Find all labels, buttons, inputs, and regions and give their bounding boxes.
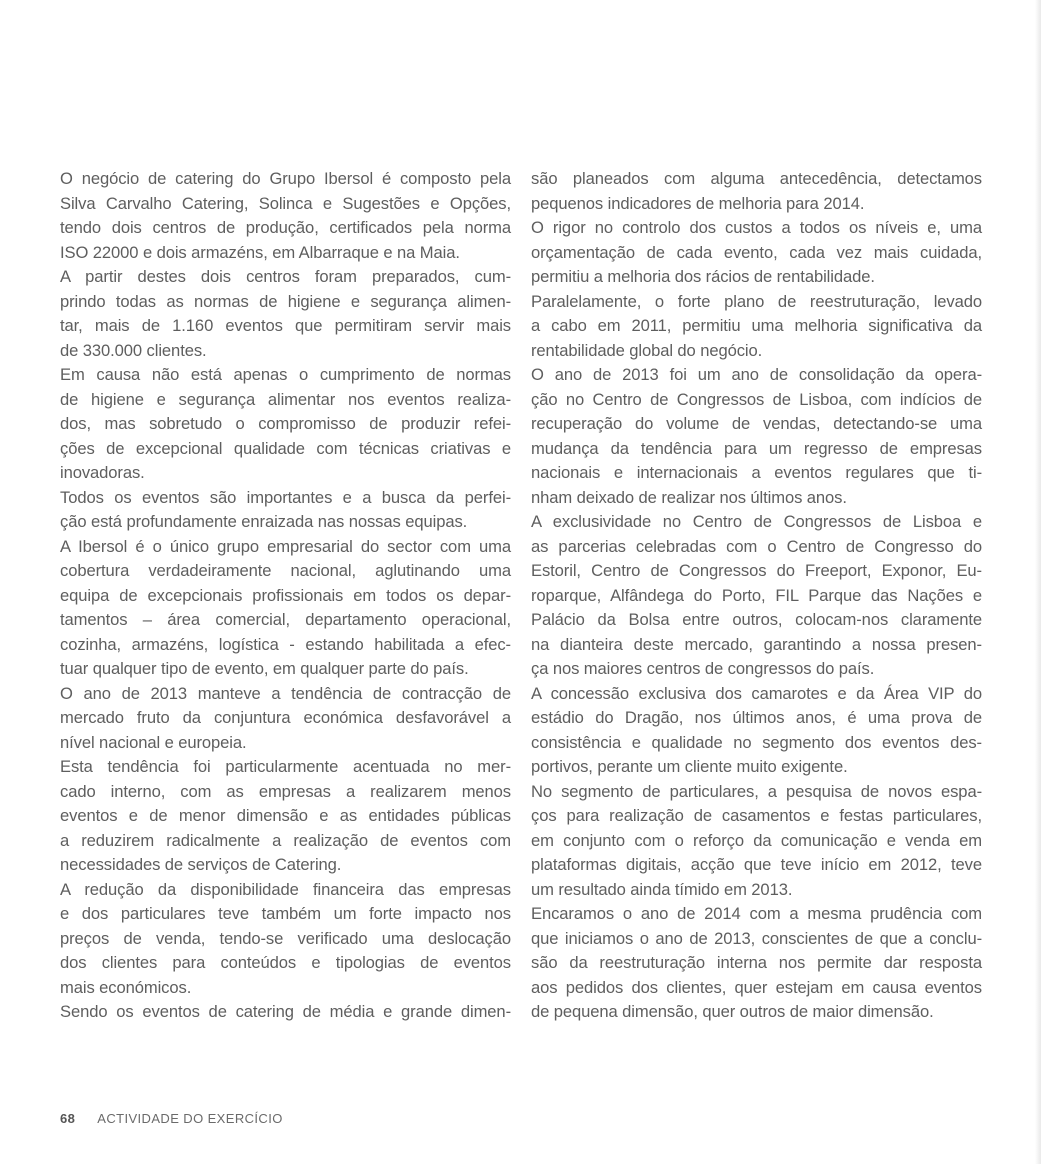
text-line: na dianteira deste mercado, garantindo a nossa presen- <box>531 634 982 654</box>
text-line: a reduzirem radicalmente a realização de eventos com <box>60 830 511 850</box>
text-line: Todos os eventos são importantes e a busca da perfei- <box>60 487 511 507</box>
right-text-column <box>531 167 982 1025</box>
text-line: equipa de excepcionais profissionais em todos os depar- <box>60 585 511 605</box>
text-line: mudança da tendência para um regresso de empresas <box>531 438 982 458</box>
paragraph <box>531 902 982 1025</box>
paragraph <box>60 167 511 265</box>
paragraph <box>531 216 982 290</box>
text-line: de higiene e segurança alimentar nos eventos realiza- <box>60 389 511 409</box>
text-line: eventos e de menor dimensão e as entidades públicas <box>60 806 511 825</box>
text-line: rentabilidade global do negócio. <box>531 340 763 360</box>
paragraph <box>531 682 982 780</box>
paragraph <box>531 510 982 682</box>
text-line: dos, mas sobretudo o compromisso de produzir refei- <box>60 414 511 433</box>
left-text-column <box>60 167 511 1025</box>
text-line: ISO 22000 e dois armazéns, em Albarraque e na Maia. <box>60 242 460 262</box>
text-line: de 330.000 clientes. <box>60 340 207 360</box>
paragraph <box>60 878 511 1001</box>
paragraph <box>60 363 511 486</box>
text-line: em conjunto com o reforço da comunicação e venda em <box>531 830 982 850</box>
paragraph <box>60 755 511 878</box>
text-line: um resultado ainda tímido em 2013. <box>531 879 793 899</box>
paragraph <box>531 167 982 216</box>
text-line: O ano de 2013 foi um ano de consolidação da opera- <box>531 365 982 384</box>
page-edge-shadow <box>1035 0 1041 1164</box>
text-line: ça nos maiores centros de congressos do país. <box>531 659 875 678</box>
page-number: 68 <box>60 1111 76 1126</box>
text-line: A partir destes dois centros foram preparados, cum- <box>60 267 511 286</box>
text-line: consistência e qualidade no segmento dos eventos des- <box>531 732 982 752</box>
text-line: Em causa não está apenas o cumprimento de normas <box>60 365 511 384</box>
text-line: A exclusividade no Centro de Congressos de Lisboa e <box>531 512 982 531</box>
text-line: prindo todas as normas de higiene e segurança alimen- <box>60 291 511 311</box>
paragraph <box>60 486 511 535</box>
text-line: preços de venda, tendo-se verificado uma deslocação <box>60 928 511 948</box>
text-line: ções de excepcional qualidade com técnicas criativas e <box>60 438 511 458</box>
text-line: Palácio da Bolsa entre outros, colocam-nos claramente <box>531 610 982 629</box>
text-line: permitiu a melhoria dos rácios de rentabilidade. <box>531 267 875 286</box>
text-line: orçamentação de cada evento, cada vez mais cuidada, <box>531 242 982 262</box>
paragraph <box>60 682 511 756</box>
text-line: de pequena dimensão, quer outros de maior dimensão. <box>531 1002 934 1021</box>
text-line: tar, mais de 1.160 eventos que permitiram servir mais <box>60 316 511 335</box>
paragraph <box>531 363 982 510</box>
text-line: Encaramos o ano de 2014 com a mesma prudência com <box>531 904 982 923</box>
text-line: Esta tendência foi particularmente acentuada no mer- <box>60 757 511 776</box>
text-line: e dos particulares teve também um forte impacto nos <box>60 904 511 923</box>
paragraph <box>60 265 511 363</box>
text-line: mais económicos. <box>60 977 192 997</box>
text-line: plataformas digitais, acção que teve início em 2012, teve <box>531 855 982 874</box>
text-line: estádio do Dragão, nos últimos anos, é uma prova de <box>531 708 982 727</box>
text-line: No segmento de particulares, a pesquisa de novos espa- <box>531 781 982 801</box>
text-line: Silva Carvalho Catering, Solinca e Sugestões e Opções, <box>60 193 511 213</box>
text-line: roparque, Alfândega do Porto, FIL Parque das Nações e <box>531 585 982 605</box>
section-title: ACTIVIDADE DO EXERCÍCIO <box>97 1111 283 1126</box>
text-line: são planeados com alguma antecedência, detectamos <box>531 169 982 188</box>
paragraph <box>60 535 511 682</box>
text-line: O negócio de catering do Grupo Ibersol é composto pela <box>60 169 511 188</box>
text-line: ção está profundamente enraizada nas nossas equipas. <box>60 512 468 531</box>
text-line: que iniciamos o ano de 2013, conscientes de que a conclu- <box>531 928 982 948</box>
paragraph <box>60 1000 511 1025</box>
text-line: tendo dois centros de produção, certificados pela norma <box>60 218 511 237</box>
text-line: dos clientes para conteúdos e tipologias de eventos <box>60 953 511 972</box>
page-footer <box>60 1111 283 1126</box>
text-line: a cabo em 2011, permitiu uma melhoria significativa da <box>531 316 982 335</box>
text-line: Sendo os eventos de catering de média e grande dimen- <box>60 1002 511 1021</box>
text-line: A concessão exclusiva dos camarotes e da Área VIP do <box>531 683 982 703</box>
text-line: A Ibersol é o único grupo empresarial do sector com uma <box>60 536 511 556</box>
text-line: aos pedidos dos clientes, quer estejam em causa eventos <box>531 977 982 997</box>
paragraph <box>531 290 982 364</box>
text-line: Estoril, Centro de Congressos do Freeport, Exponor, Eu- <box>531 561 982 580</box>
text-line: cado interno, com as empresas a realizarem menos <box>60 781 511 801</box>
text-line: A redução da disponibilidade financeira das empresas <box>60 879 511 899</box>
text-line: O rigor no controlo dos custos a todos os níveis e, uma <box>531 218 982 237</box>
paragraph <box>531 780 982 903</box>
text-line: cozinha, armazéns, logística - estando habilitada a efec- <box>60 634 511 654</box>
text-line: são da reestruturação interna nos permite dar resposta <box>531 953 982 972</box>
text-line: inovadoras. <box>60 463 145 482</box>
text-line: as parcerias celebradas com o Centro de Congresso do <box>531 536 982 556</box>
text-line: Paralelamente, o forte plano de reestruturação, levado <box>531 291 982 311</box>
text-line: nível nacional e europeia. <box>60 732 247 752</box>
text-line: cobertura verdadeiramente nacional, aglutinando uma <box>60 561 511 580</box>
text-line: ços para realização de casamentos e festas particulares, <box>531 806 982 825</box>
text-line: pequenos indicadores de melhoria para 2014. <box>531 193 865 213</box>
text-line: tuar qualquer tipo de evento, em qualquer parte do país. <box>60 659 469 678</box>
text-line: necessidades de serviços de Catering. <box>60 855 342 874</box>
text-line: nacionais e internacionais a eventos regulares que ti- <box>531 463 982 482</box>
text-line: tamentos – área comercial, departamento operacional, <box>60 610 511 629</box>
text-line: recuperação do volume de vendas, detectando-se uma <box>531 414 982 433</box>
text-line: nham deixado de realizar nos últimos anos. <box>531 487 847 507</box>
text-line: mercado fruto da conjuntura económica desfavorável a <box>60 708 511 727</box>
text-line: ção no Centro de Congressos de Lisboa, com indícios de <box>531 389 982 409</box>
text-line: O ano de 2013 manteve a tendência de contracção de <box>60 683 511 703</box>
text-line: portivos, perante um cliente muito exigente. <box>531 757 848 776</box>
